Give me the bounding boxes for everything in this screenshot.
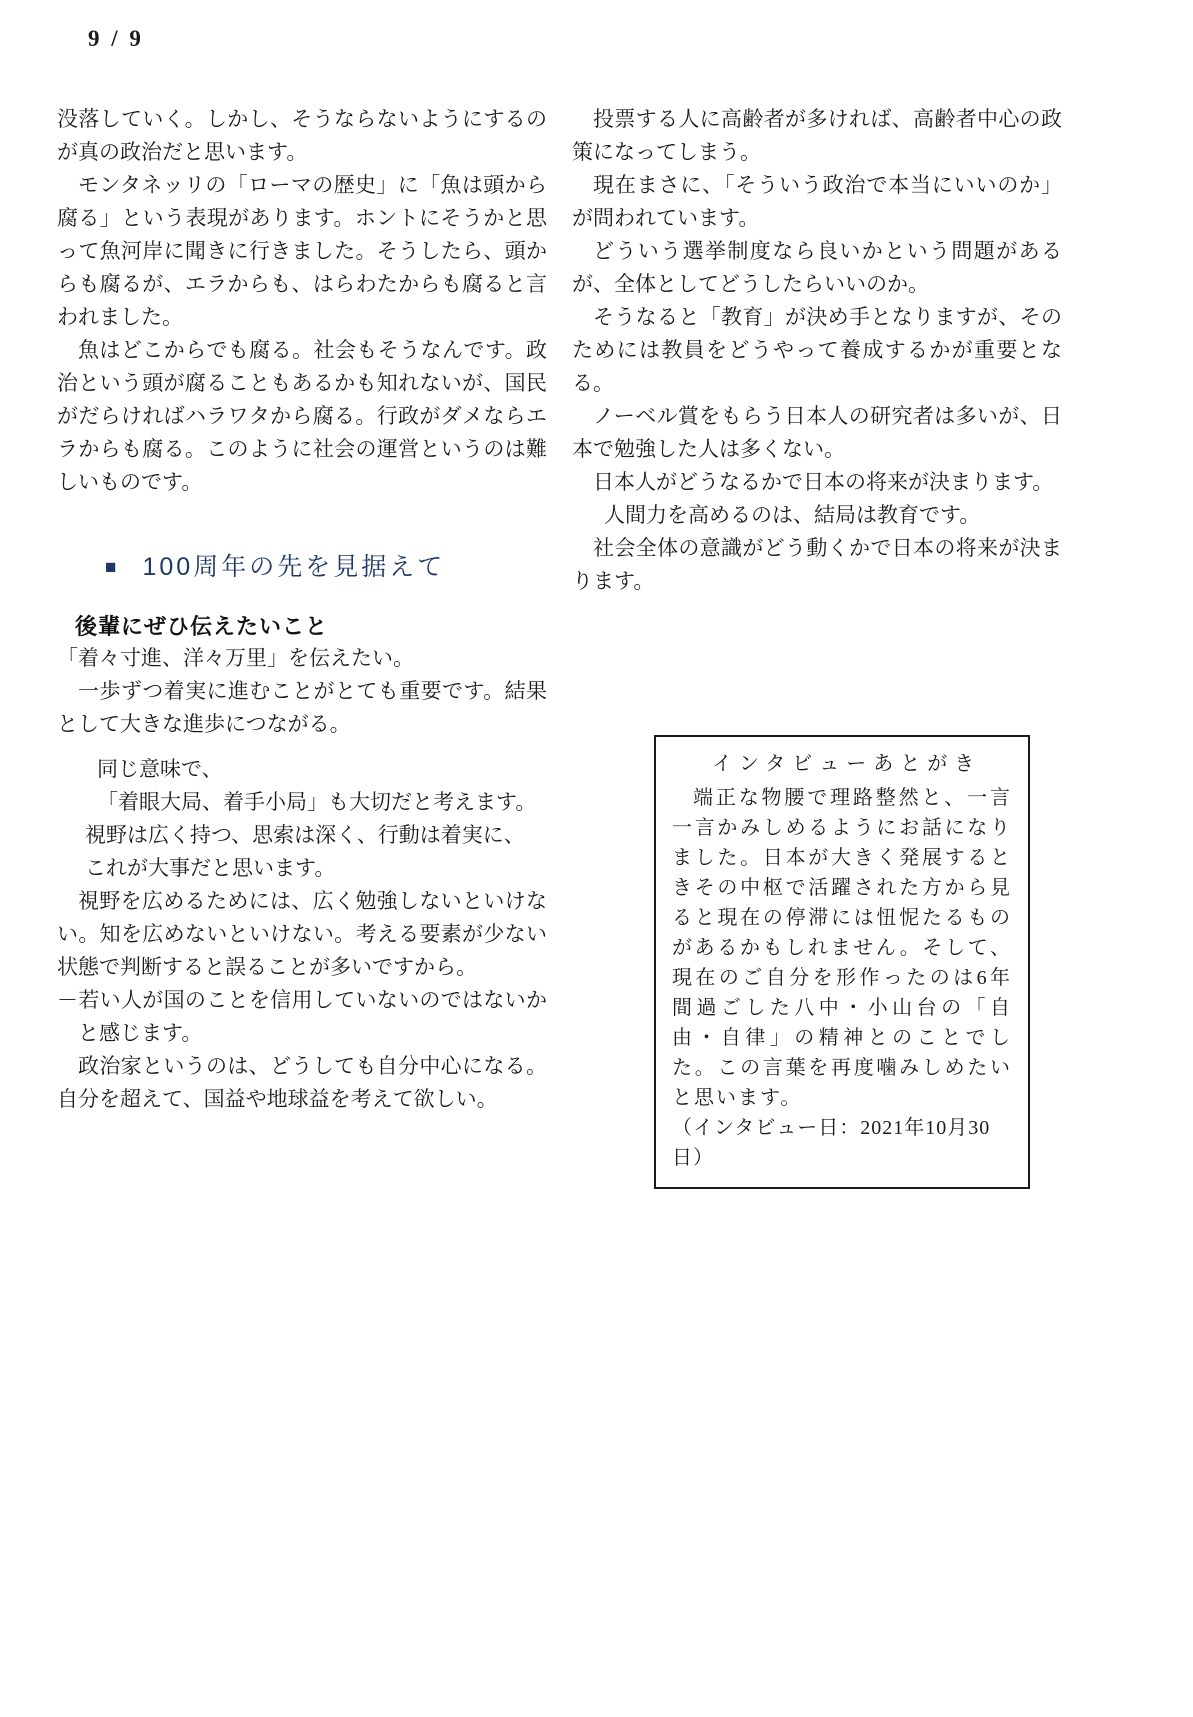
paragraph-human: 人間力を高めるのは、結局は教育です。 <box>604 503 981 527</box>
paragraph-same-meaning <box>57 753 547 885</box>
square-bullet-icon: ■ <box>105 557 117 578</box>
paragraph-education: そうなると「教育」が決め手となりますが、そのためには教員をどうやって養成するかが重要となる。 <box>572 305 1062 395</box>
paragraph-fish: 魚はどこからでも腐る。社会もそうなんです。政治という頭が腐ることもあるかも知れないが、国民がだらければハラワタから腐る。行政がダメならエラからも腐る。このように社会の運営というのは難しいものです。 <box>57 338 547 494</box>
interviewer-question: －若い人が国のことを信用していないのではないかと感じます。 <box>57 988 547 1045</box>
interview-afterword-box <box>654 735 1030 1189</box>
section-heading <box>57 547 547 590</box>
paragraph-election: どういう選挙制度なら良いかという問題があるが、全体としてどうしたらいいのか。 <box>572 239 1062 296</box>
paragraph-motto-line1: 「着々寸進、洋々万里」を伝えたい。 <box>57 646 414 670</box>
paragraph-study: 視野を広めるためには、広く勉強しないといけない。知を広めないといけない。考える要素が少ない状態で判断すると誤ることが多いですから。 <box>57 889 547 979</box>
paragraph-now: 現在まさに、「そういう政治で本当にいいのか」が問われています。 <box>572 173 1062 230</box>
left-column <box>57 103 547 1116</box>
afterword-body: 端正な物腰で理路整然と、一言一言かみしめるようにお話になりました。日本が大きく発展するときその中枢で活躍された方から見ると現在の停滞には忸怩たるものがあるかもしれません。そして、現在のご自分を形作ったのは6年間過ごした八中・小山台の「自由・自律」の精神とのことでした。この言葉を再度噛みしめたいと思います。 <box>672 787 1012 1109</box>
right-column <box>572 103 1062 598</box>
paragraph-nobel: ノーベル賞をもらう日本人の研究者は多いが、日本で勉強した人は多くない。 <box>572 404 1062 461</box>
afterword-title: インタビューあとがき <box>712 753 982 775</box>
paragraph-motto-rest: 一歩ずつ着実に進むことがとても重要です。結果として大きな進歩につながる。 <box>57 679 547 736</box>
paragraph-society: 社会全体の意識がどう動くかで日本の将来が決まります。 <box>572 536 1062 593</box>
paragraph-same-line2: 「着眼大局、着手小局」も大切だと考えます。 <box>97 790 537 814</box>
afterword-date: （インタビュー日：2021年10月30日） <box>672 1117 991 1169</box>
paragraph-politician: 政治家というのは、どうしても自分中心になる。自分を超えて、国益や地球益を考えて欲しい。 <box>57 1054 547 1111</box>
subheading: 後輩にぜひ伝えたいこと <box>75 614 329 639</box>
paragraph-same-line3: 視野は広く持つ、思索は深く、行動は着実に、 <box>85 823 525 847</box>
paragraph-voters: 投票する人に高齢者が多ければ、高齢者中心の政策になってしまう。 <box>572 107 1062 164</box>
paragraph-same-line1: 同じ意味で、 <box>97 757 223 781</box>
page-number: 9 / 9 <box>88 26 144 51</box>
paragraph-future: 日本人がどうなるかで日本の将来が決まります。 <box>593 470 1054 494</box>
paragraph-same-line4: これが大事だと思います。 <box>85 856 336 880</box>
paragraph-continuation: 没落していく。しかし、そうならないようにするのが真の政治だと思います。 <box>57 107 547 164</box>
paragraph-montanelli: モンタネッリの「ローマの歴史」に「魚は頭から腐る」という表現があります。ホントにそうかと思って魚河岸に聞きに行きました。そうしたら、頭からも腐るが、エラからも、はらわたからも腐ると言われました。 <box>57 173 547 329</box>
section-heading-text: 100周年の先を見据えて <box>142 553 446 581</box>
